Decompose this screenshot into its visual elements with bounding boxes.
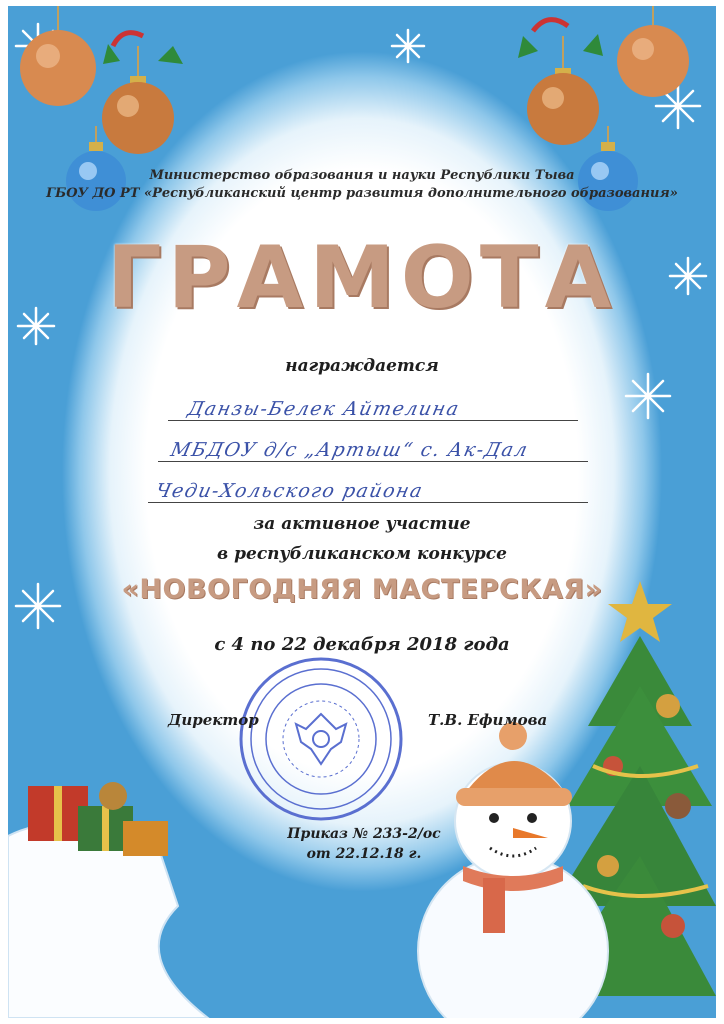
organization-center: ГБОУ ДО РТ «Республиканский центр развития дополнительного образования» [46, 186, 678, 201]
signatory-name: Т.В. Ефимова [428, 711, 548, 729]
gift-bag-icon [8, 782, 208, 1018]
awarded-label: награждается [285, 356, 439, 376]
recipient-line-1 [168, 420, 578, 421]
signatory-label: Директор [168, 711, 259, 729]
reason-participation: за активное участие [253, 514, 471, 534]
contest-dates: с 4 по 22 декабря 2018 года [214, 634, 510, 655]
recipient-line-3 [148, 502, 588, 503]
contest-name: «НОВОГОДНЯЯ МАСТЕРСКАЯ» [121, 574, 603, 605]
recipient-line-2 [158, 461, 588, 462]
recipient-name: Данзы-Белек Айтелина [185, 398, 462, 420]
order-date: от 22.12.18 г. [306, 846, 422, 862]
recipient-district: Чеди-Хольского района [153, 480, 426, 502]
official-seal-icon [236, 654, 406, 824]
recipient-institution: МБДОУ д/с „Артыш“ с. Ак-Дал [168, 439, 531, 461]
certificate-frame [8, 6, 716, 1018]
decorations [8, 6, 716, 1018]
organization-ministry: Министерство образования и науки Республики Тыва [149, 168, 575, 183]
reason-contest: в республиканском конкурсе [217, 544, 507, 564]
order-number: Приказ № 233-2/ос [287, 826, 441, 842]
certificate-title: ГРАМОТА [106, 228, 618, 328]
